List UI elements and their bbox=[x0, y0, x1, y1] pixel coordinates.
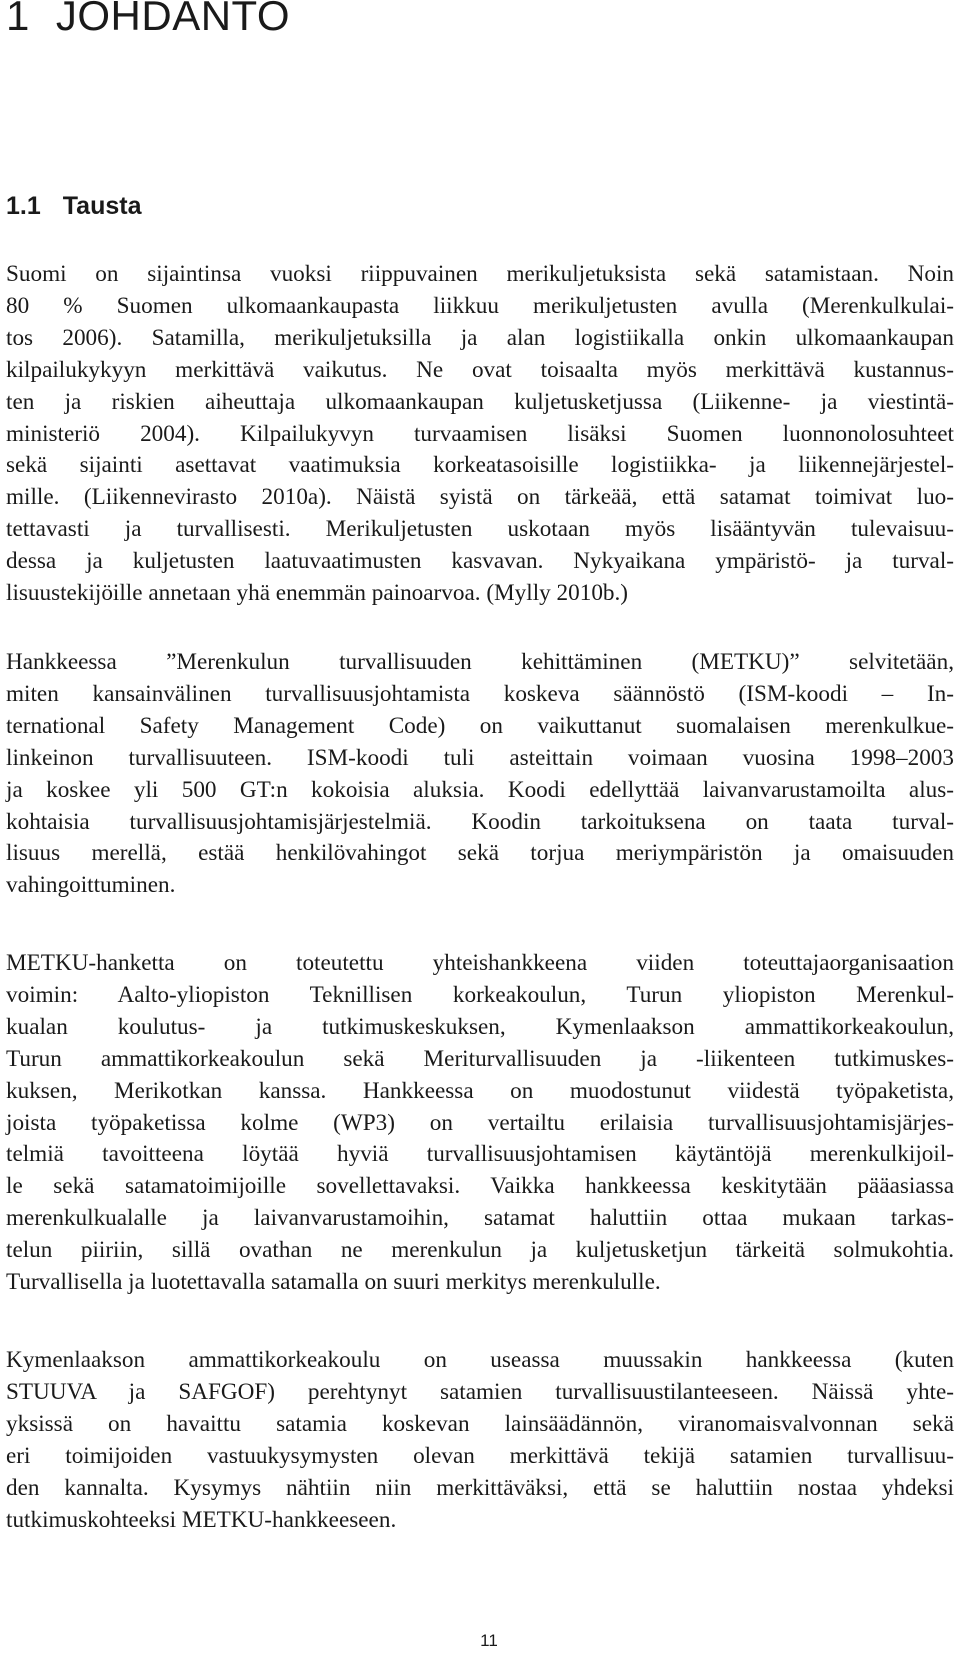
text-line: lisuustekijöille annetaan yhä enemmän painoarvoa. (Mylly 2010b.) bbox=[6, 580, 629, 607]
paragraph bbox=[6, 1345, 954, 1536]
section-title-text: Tausta bbox=[62, 192, 142, 220]
text-line: joista työpaketissa kolme (WP3) on vertailtu erilaisia turvallisuusjohtamisjärjes- bbox=[6, 1109, 954, 1136]
text-line: lisuus merellä, estää henkilövahingot sekä torjua meriympäristön ja omaisuuden bbox=[6, 840, 954, 867]
text-line: kohtaisia turvallisuusjohtamisjärjestelmiä. Koodin tarkoituksena on taata turval- bbox=[6, 808, 954, 835]
text-line: tutkimuskohteeksi METKU-hankkeeseen. bbox=[6, 1506, 397, 1533]
text-line: telun piiriin, sillä ovathan ne merenkulun ja kuljetusketjun tärkeitä solmukohtia. bbox=[6, 1237, 954, 1264]
text-line: kualan koulutus- ja tutkimuskeskuksen, Kymenlaakson ammattikorkeakoulun, bbox=[6, 1013, 954, 1040]
text-line: mille. (Liikennevirasto 2010a). Näistä syistä on tärkeää, että satamat toimivat luo- bbox=[6, 484, 954, 511]
text-line: vahingoittuminen. bbox=[6, 872, 176, 899]
text-line: 80 % Suomen ulkomaankaupasta liikkuu merikuljetusten avulla (Merenkulkulai- bbox=[6, 292, 954, 319]
paragraph bbox=[6, 948, 954, 1299]
text-line: ministeriö 2004). Kilpailukyvyn turvaamisen lisäksi Suomen luonnonolosuhteet bbox=[6, 420, 954, 447]
text-line: STUUVA ja SAFGOF) perehtynyt satamien turvallisuustilanteeseen. Näissä yhte- bbox=[6, 1378, 954, 1405]
page-number: 11 bbox=[480, 1631, 498, 1650]
text-line: sekä sijainti asettavat vaatimuksia korkeatasoisille logistiikka- ja liikennejärjestel- bbox=[6, 452, 954, 479]
text-line: dessa ja kuljetusten laatuvaatimusten kasvavan. Nykyaikana ympäristö- ja turval- bbox=[6, 548, 954, 575]
text-line: tettavasti ja turvallisesti. Merikuljetusten uskotaan myös lisääntyvän tulevaisuu- bbox=[6, 516, 954, 543]
text-line: den kannalta. Kysymys nähtiin niin merkittäväksi, että se haluttiin nostaa yhdeksi bbox=[6, 1474, 954, 1501]
text-line: le sekä satamatoimijoille sovellettavaksi. Vaikka hankkeessa keskitytään pääasiassa bbox=[6, 1173, 954, 1200]
chapter-heading bbox=[6, 0, 290, 42]
text-line: Suomi on sijaintinsa vuoksi riippuvainen merikuljetuksista sekä satamistaan. Noin bbox=[6, 261, 954, 287]
text-line: kuksen, Merikotkan kanssa. Hankkeessa on muodostunut viidestä työpaketista, bbox=[6, 1077, 954, 1104]
text-line: merenkulkualalle ja laivanvarustamoihin, satamat haluttiin ottaa mukaan tarkas- bbox=[6, 1205, 954, 1232]
text-line: telmiä tavoitteena löytää hyviä turvallisuusjohtamisen käytäntöjä merenkulkijoil- bbox=[6, 1141, 954, 1168]
text-line: voimin: Aalto-yliopiston Teknillisen korkeakoulun, Turun yliopiston Merenkul- bbox=[6, 981, 954, 1008]
section-heading bbox=[6, 190, 142, 222]
text-line: kilpailukykyyn merkittävä vaikutus. Ne ovat toisaalta myös merkittävä kustannus- bbox=[6, 356, 954, 383]
text-line: ten ja riskien aiheuttaja ulkomaankaupan kuljetusketjussa (Liikenne- ja viestintä- bbox=[6, 388, 954, 415]
paragraph bbox=[6, 647, 954, 902]
text-line: METKU-hanketta on toteutettu yhteishankkeena viiden toteuttajaorganisaation bbox=[6, 950, 954, 976]
section-number: 1.1 bbox=[6, 192, 41, 220]
text-line: ja koskee yli 500 GT:n kokoisia aluksia. Koodi edellyttää laivanvarustamoilta alus- bbox=[6, 776, 954, 803]
text-line: Hankkeessa ”Merenkulun turvallisuuden kehittäminen (METKU)” selvitetään, bbox=[6, 649, 954, 675]
chapter-title-text: JOHDANTO bbox=[55, 0, 291, 39]
text-line: Turvallisella ja luotettavalla satamalla on suuri merkitys merenkululle. bbox=[6, 1269, 661, 1296]
paragraph bbox=[6, 259, 954, 610]
text-line: linkeinon turvallisuuteen. ISM-koodi tuli asteittain voimaan vuosina 1998–2003 bbox=[6, 744, 954, 771]
text-line: eri toimijoiden vastuukysymysten olevan merkittävä tekijä satamien turvallisuu- bbox=[6, 1442, 954, 1469]
chapter-number: 1 bbox=[6, 0, 30, 39]
text-line: tos 2006). Satamilla, merikuljetuksilla ja alan logistiikalla onkin ulkomaankaupan bbox=[6, 324, 954, 351]
text-line: yksissä on havaittu satamia koskevan lainsäädännön, viranomaisvalvonnan sekä bbox=[6, 1410, 954, 1437]
text-line: ternational Safety Management Code) on vaikuttanut suomalaisen merenkulkue- bbox=[6, 712, 954, 739]
text-line: Turun ammattikorkeakoulun sekä Meriturvallisuuden ja -liikenteen tutkimuskes- bbox=[6, 1045, 954, 1072]
text-line: miten kansainvälinen turvallisuusjohtamista koskeva säännöstö (ISM-koodi – In- bbox=[6, 680, 954, 707]
text-line: Kymenlaakson ammattikorkeakoulu on useassa muussakin hankkeessa (kuten bbox=[6, 1347, 954, 1373]
